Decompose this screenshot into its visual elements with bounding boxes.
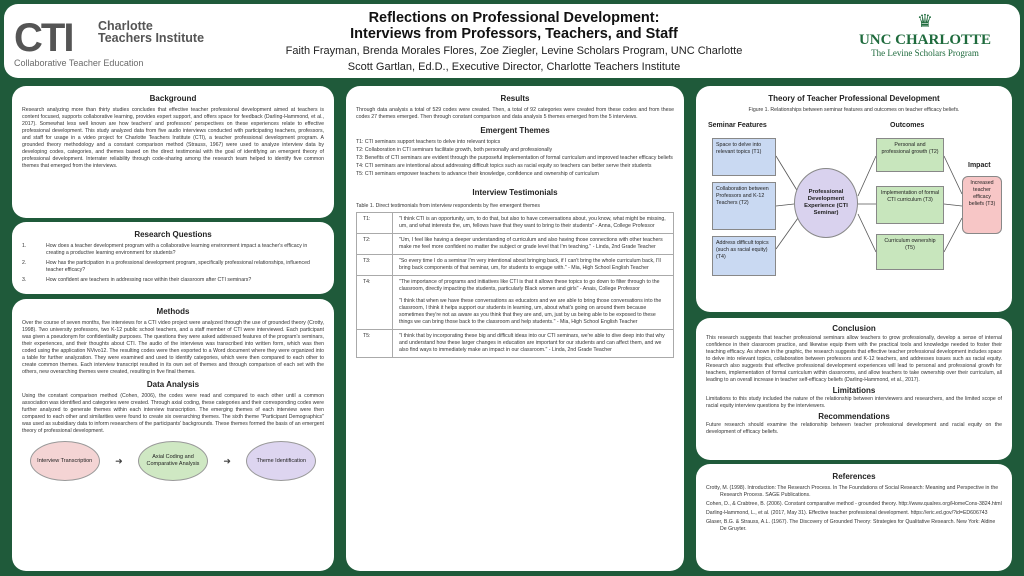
results-title: Results [500,94,530,103]
theory-title: Theory of Teacher Professional Development [768,94,940,103]
feature-box-t1: Space to delve into relevant topics (T1) [712,138,776,176]
list-item: 3. How confident are teachers in addressing race within their classroom after CTI seminars? [22,277,252,283]
testimonials-title: Interview Testimonials [472,188,558,197]
flow-step-axial-coding: Axial Coding and Comparative Analysis [138,441,208,481]
results-panel [346,86,684,571]
conclusion-title: Conclusion [832,324,876,333]
theory-caption: Figure 1. Relationships between seminar features and outcomes on teacher efficacy beliefs. [748,107,960,113]
list-item: T2: Collaboration in CTI seminars facilitate growth, both personally and professionally [356,147,553,153]
data-analysis-title: Data Analysis [146,380,200,389]
poster-title-line1: Reflections on Professional Development: [368,10,660,26]
arrow-right-icon: ➜ [223,455,231,466]
limitations-text: Limitations to this study included the nature of the relationship between interviewers and researchers, and the limited scope of racial equity interview questions by the interviewers. [706,396,1002,409]
feature-box-t4: Address difficult topics (such as racial equity) (T4) [712,236,776,276]
research-questions-panel [12,222,334,294]
conclusion-text: This research suggests that teacher professional seminars allow teachers to grow professionally, develop a sense of internal confidence in their classroom practice, and likewise equip them with the practical tools and knowledge needed to foster their teaching efficacy. As shown in the graphic, the research suggests that effective teacher professional development includes space to delve into relevant topics, collaboration between professors and K-12 teachers, and addresses issues such as racial equity. Research also suggests that effective professional development experiences will lead to personal and professional growth for teachers, implementation of formal curriculum within classrooms, and allow teachers to take ownership over their curriculum, all leading to an overall increase in teacher self-efficacy beliefs (Darling-Hammond, et al., 2017). [706,335,1002,383]
list-item: T1: CTI seminars support teachers to delve into relevant topics [356,139,501,145]
background-panel [12,86,334,218]
arrow-right-icon: ➜ [115,455,123,466]
references-title: References [832,472,876,481]
flow-step-theme-identification: Theme Identification [246,441,316,481]
results-text: Through data analysis a total of 529 codes were created. Then, a total of 92 categories were created from these codes and from these codes 27 themes emerged. Then through constant comparison and data analysis 5 themes emerged from the 5 interviews. [356,107,674,120]
unc-logo-subtitle: The Levine Scholars Program [871,48,979,58]
methods-panel [12,299,334,571]
feature-box-t2: Collaboration between Professors and K-12 Teachers (T2) [712,182,776,230]
testimonials-caption: Table 1. Direct testimonials from interview respondents by five emergent themes [356,203,540,209]
testimonials-table [356,212,674,358]
table-row: T2: "Um, I feel like having a deeper understanding of curriculum and also having those connections with other teachers make me feel more confident no matter the subject or grade level that I'm teaching." - Linda, 2nd Grade Teacher [357,234,674,255]
outcomes-label: Outcomes [890,122,925,129]
authors-line1: Faith Frayman, Brenda Morales Flores, Zoe Ziegler, Levine Scholars Program, UNC Charlotte [285,45,743,57]
references-list [706,485,1002,533]
unc-logo-name: UNC CHARLOTTE [858,32,992,48]
seminar-features-label: Seminar Features [708,122,767,129]
data-analysis-text: Using the constant comparison method (Cohen, 2006), the codes were read and compared to each other until a common association was identified and categories were created. Through axial coding, these categories and their corresponding codes were further analyzed to generate themes within each interview transcription. The emerging themes of each interview were then compared to each other and similarities were found to create six overarching themes. The sixth theme "Participant Demographics" was used as subsidiary data to inform researchers of the participants' backgrounds. These themes formed the basis of an emergent theory of professional development. [22,393,324,434]
poster-title-line2: Interviews from Professors, Teachers, and Staff [350,26,678,42]
cti-logo-mark: CTI [14,16,73,60]
list-item: T3: Benefits of CTI seminars are evident through the purposeful implementation of formal curriculum and improved teacher efficacy beliefs [356,155,673,161]
professional-development-experience: Professional Development Experience (CTI Seminar) [794,168,858,238]
recommendations-title: Recommendations [818,412,890,421]
research-questions-title: Research Questions [134,230,212,239]
outcome-box-t2: Personal and professional growth (T2) [876,138,944,172]
list-item: 1. How does a teacher development program with a collaborative learning environment impact a teacher's efficacy in creating a productive learning environment for students? [22,243,308,256]
list-item: T5: CTI seminars empower teachers to advance their knowledge, confidence and ownership of curriculum [356,171,599,177]
outcome-box-t5: Curriculum ownership (T5) [876,234,944,270]
cti-logo [14,18,224,68]
recommendations-text: Future research should examine the relationship between teacher professional development and racial equity on the development of efficacy beliefs. [706,422,1002,435]
limitations-title: Limitations [832,386,876,395]
methods-text: Over the course of seven months, five interviews for a CTI video project were analyzed through the use of grounded theory (Crotty, 1998). Two university professors, two K-12 public school teachers, and a staff member of CTI were interviewed. Each participant was given a pseudonym for confidentiality purposes. The questions they were asked addressed features of the program's seminars, their experiences, and their thoughts about CTI. The audio of the interviews was transcribed into written form, which was then coded using the application NVivo12. The resulting codes were then exported to a Word document where they were organized into a table for further analyzation. They were examined and used to identify categories, which were then compared to each other to create common themes. Each interview transcript resulted in its own set of themes and through comparison of each set with the others, new overarching themes were created, resulting in five final themes. [22,320,324,375]
impact-box: Increased teacher efficacy beliefs (T3) [962,176,1002,234]
references-panel [696,464,1012,571]
list-item: Crotty, M. (1998). Introduction: The Research Process. In The Foundations of Social Research: Meaning and Perspective in the Research Process. SAGE Publications. [706,485,999,498]
table-row: T3: "So every time I do a seminar I'm very intentional about bringing back, if I can't bring the whole curriculum back, I'll bring back components of that seminar, um, for students to engage with." - Mia, High School English Teacher [357,255,674,276]
poster-title-block [244,10,784,74]
table-row: T4: "The importance of programs and initiatives like CTI is that it allows these topics to go down to filter through to the classroom, directly impacting the students, particularly Black women and girls" - Anais, College Professor "I think that when we have these conversations as educators and we are able to bring those conversations into the classroom, I think it helps support our students in learning, um, about what's going on around them because sometimes they're not as aware as you think that they are and, um, just by us being able to be exposed to these things we can bring those back to the classroom and help students." - Mia, High School English Teacher [357,276,674,330]
cti-logo-subtitle: Collaborative Teacher Education [14,58,144,68]
outcome-box-t3: Implementation of formal CTI curriculum (T3) [876,186,944,224]
emergent-themes-list [356,139,674,178]
background-title: Background [149,94,197,103]
list-item: 2. How has the participation in a professional development program, specifically professional relationships, influenced teacher efficacy? [22,260,310,273]
theory-diagram [706,114,1002,294]
list-item: Cohen, D., & Crabtree, B. (2006). Constant comparative method - grounded theory. http://www.qualres.org/HomeCons-3824.html [706,501,1002,507]
cti-logo-name: Charlotte Teachers Institute [98,19,205,45]
list-item: T4: CTI seminars are intentional about addressing difficult topics such as racial equity so teachers can better serve their students [356,163,652,169]
analysis-flow-diagram [22,441,324,481]
authors-line2: Scott Gartlan, Ed.D., Executive Director, Charlotte Teachers Institute [347,61,681,73]
list-item: Darling-Hammond, L., et al. (2017, May 31). Effective teacher professional development. https://eric.ed.gov/?id=ED606743 [706,510,988,516]
impact-label: Impact [968,162,991,169]
unc-charlotte-logo [850,10,1000,59]
list-item: Glaser, B.G. & Strauss, A.L. (1967). The Discovery of Grounded Theory: Strategies for Qualitative Research. New York: Aldine De Gruyter. [706,519,996,532]
flow-step-transcription: Interview Transcription [30,441,100,481]
table-row: T1: "I think CTI is an opportunity, um, to do that, but also to have conversations about, you know, what might be missing, um, and what interests the, um, fellows have that they want to bring to their students" - Anna, College Professor [357,213,674,234]
table-row: T5: "I think that by incorporating these big and difficult ideas into our CTI seminars, we're able to dive deep into that why and understand how these larger changes in education are important for our students and can affect them, and we also find ways to immediately make an impact in our classroom." - Linda, 2nd Grade Teacher [357,330,674,358]
conclusion-panel [696,318,1012,460]
methods-title: Methods [156,307,190,316]
background-text: Research analyzing more than thirty studies concludes that effective teacher professional development aimed at teachers is content focused, supports collaborative learning, provides expert support, and offers space for feedback (Darling-Hammond, et al., 2017). Somewhat less well known are how teachers' and professors' perspectives on these experiences relate to effective professional development. This study analyzed data from five audio interviews conducted with participating teachers, professors, and staff for usage in a video project for Charlotte Teachers Institute (CTI), a teacher professional development program. A grounded theory methodology and a constant comparison method (Strauss, 1967) were used to analyze interview data by developing codes, categories, and themes based on the direct testimonial with the goal of identifying an emergent theory of professional development. Interrater reliability through code-sharing among the research team helped to identify five common themes that emerged from the interviews. [22,107,324,169]
theory-panel [696,86,1012,312]
poster-header [4,4,1020,78]
crown-icon: ♛ [916,11,934,31]
research-questions-list [22,243,324,284]
emergent-themes-title: Emergent Themes [480,126,550,135]
